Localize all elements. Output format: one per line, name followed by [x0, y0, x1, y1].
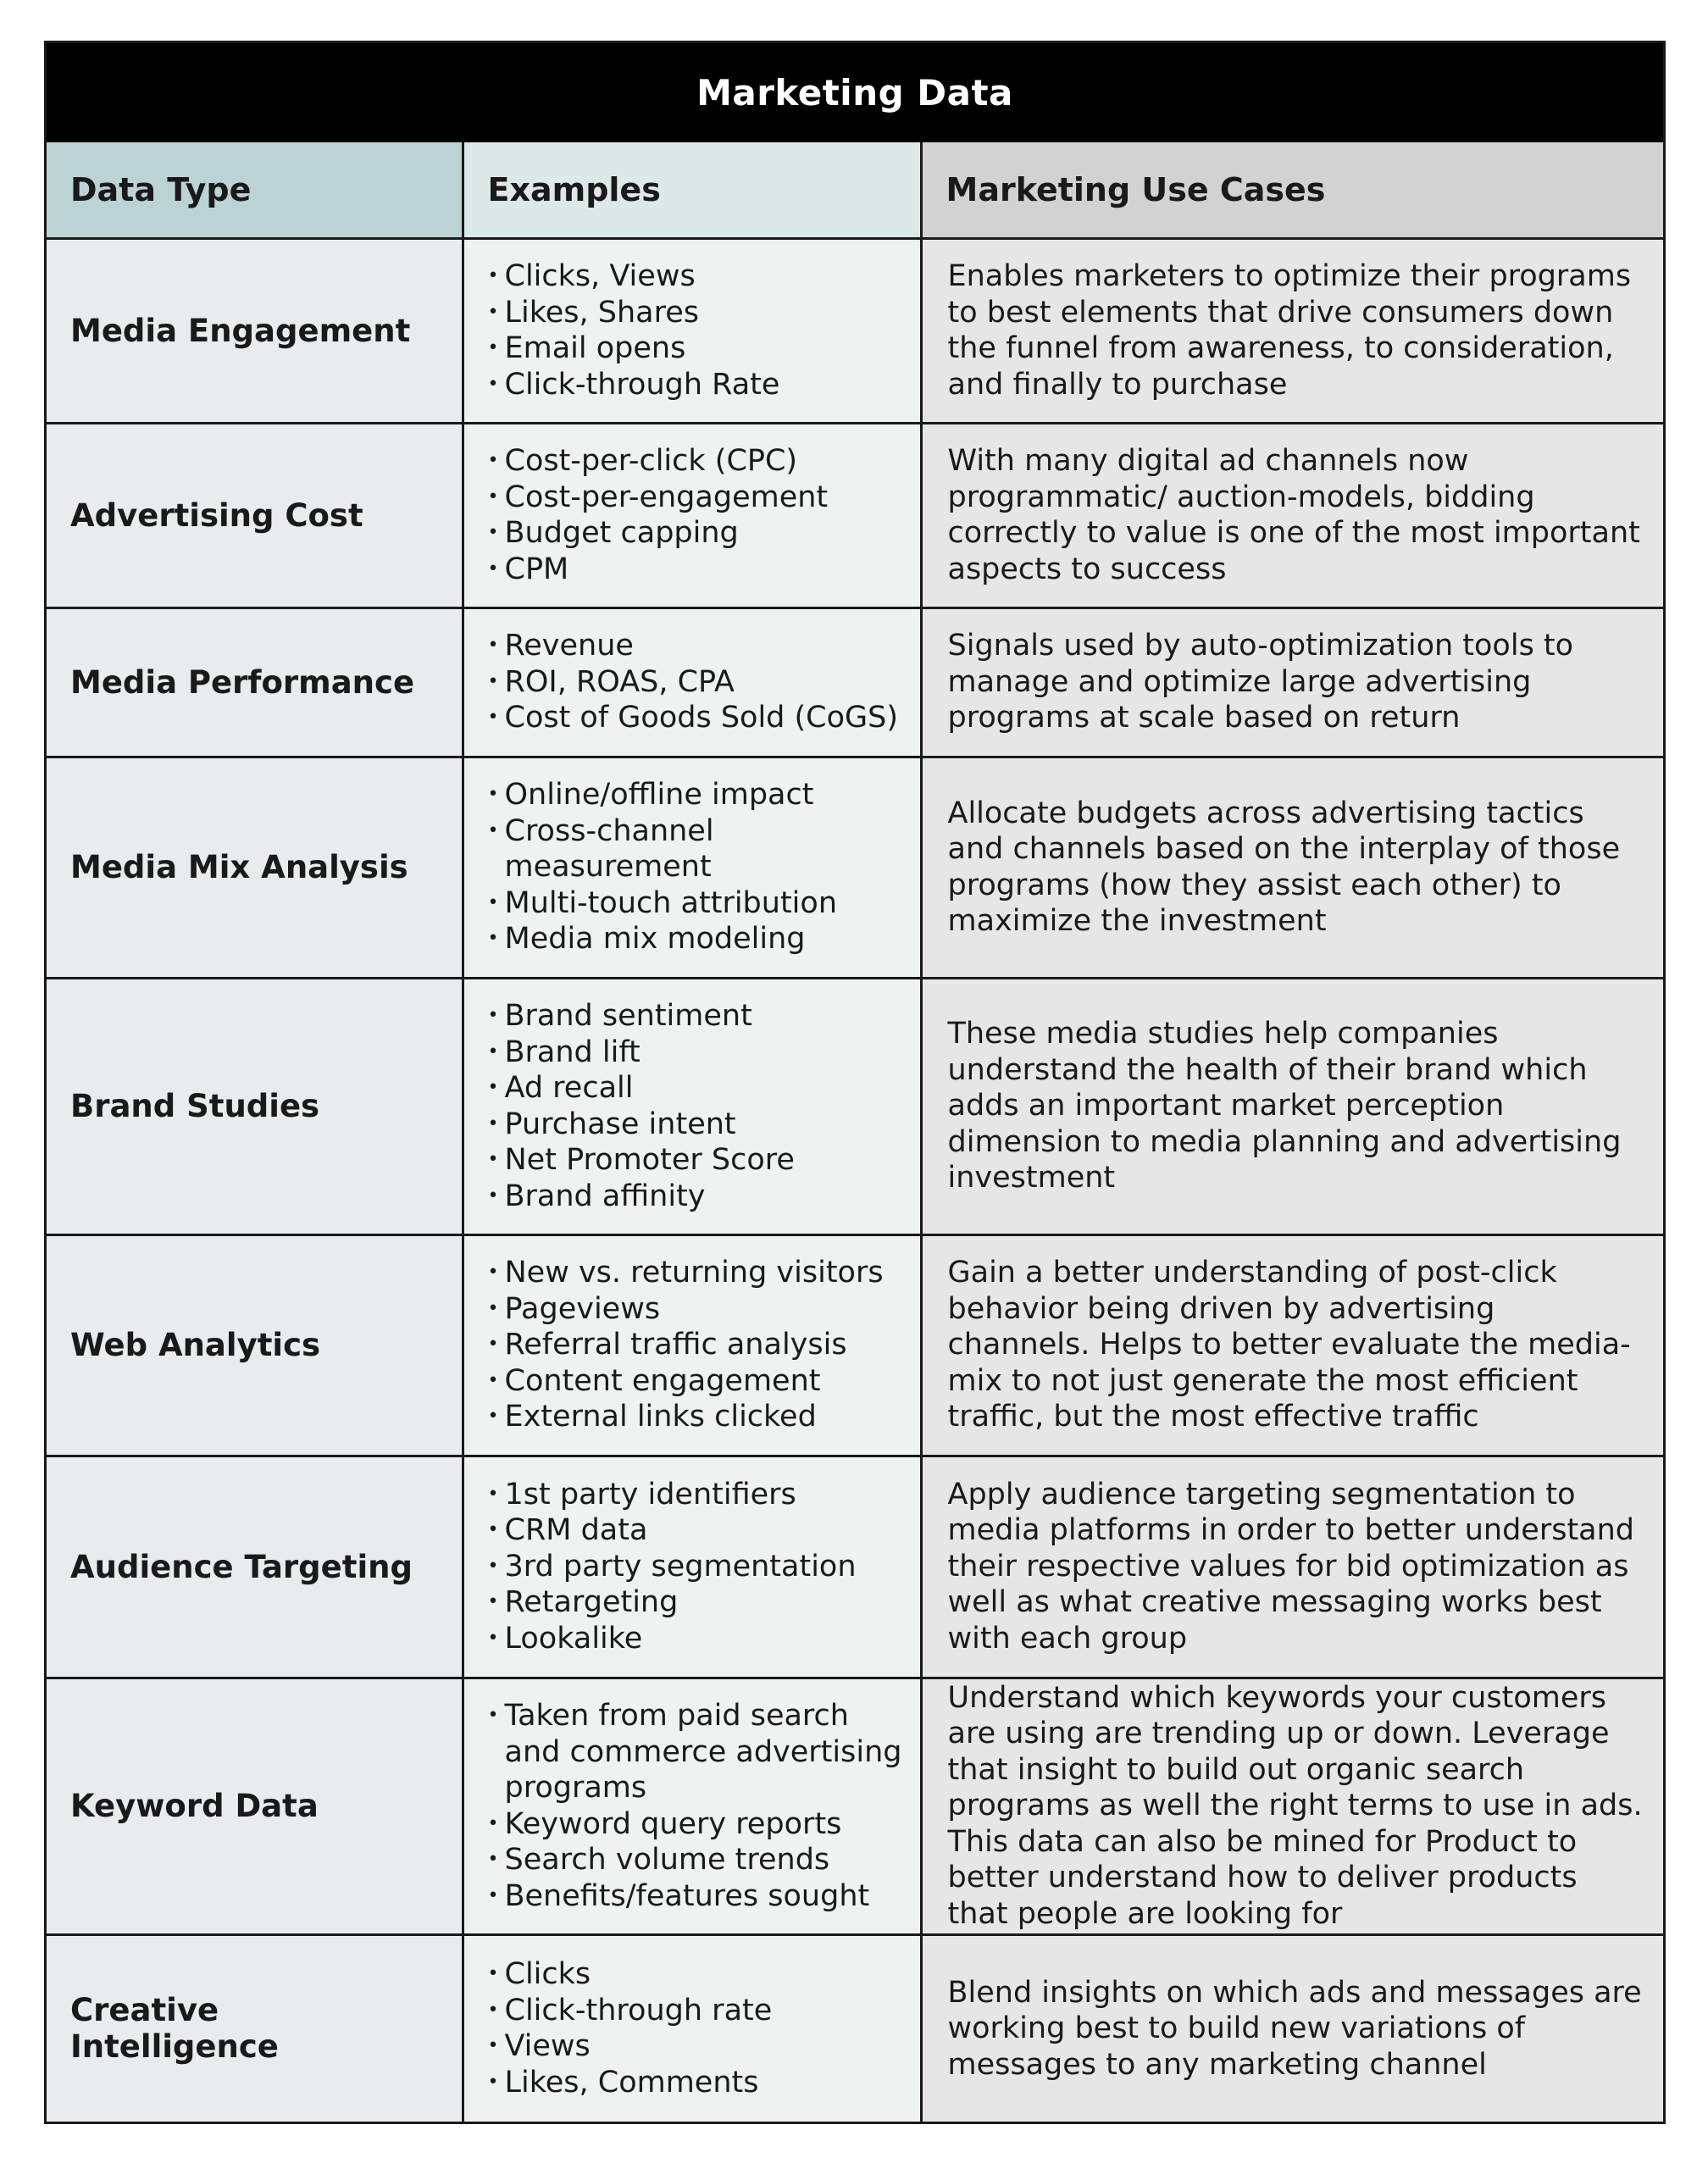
use-case-cell: Signals used by auto-optimization tools to manage and optimize large advertising programs at scale based on return	[921, 607, 1663, 757]
example-item: • External links clicked	[488, 1399, 903, 1435]
example-item: • Ad recall	[488, 1070, 903, 1107]
table-row	[47, 238, 1663, 423]
example-item: • Benefits/features sought	[488, 1878, 903, 1915]
example-item: • Likes, Comments	[488, 2065, 903, 2101]
example-item: • Click-through Rate	[488, 367, 903, 403]
example-item: • Email opens	[488, 330, 903, 367]
example-item: • New vs. returning visitors	[488, 1255, 903, 1291]
data-type-cell: Media Mix Analysis	[47, 757, 463, 978]
example-item: • Multi-touch attribution	[488, 885, 903, 922]
example-item: • Taken from paid search and commerce advertising programs	[488, 1698, 903, 1806]
example-item: • Media mix modeling	[488, 921, 903, 957]
use-case-cell: With many digital ad channels now programmatic/ auction-models, bidding correctly to value is one of the most important aspects to success	[921, 423, 1663, 607]
header-examples: Examples	[463, 142, 921, 238]
table-title: Marketing Data	[47, 43, 1663, 142]
data-type-cell: Brand Studies	[47, 978, 463, 1234]
examples-cell	[463, 1678, 921, 1934]
data-type-cell: Media Performance	[47, 607, 463, 757]
data-grid	[47, 142, 1663, 2122]
table-row	[47, 1456, 1663, 1678]
example-item: • Cost-per-engagement	[488, 480, 903, 516]
examples-cell	[463, 238, 921, 423]
example-item: • ROI, ROAS, CPA	[488, 664, 903, 701]
use-case-cell: Allocate budgets across advertising tactics and channels based on the interplay of those programs (how they assist each other) to maximize the investment	[921, 757, 1663, 978]
examples-list	[488, 1477, 903, 1657]
examples-cell	[463, 1234, 921, 1456]
table-row	[47, 978, 1663, 1234]
example-item: • Brand affinity	[488, 1179, 903, 1215]
use-case-cell: Apply audience targeting segmentation to media platforms in order to better understand their respective values for bid optimization as well as what creative messaging works best with each group	[921, 1456, 1663, 1678]
table-row	[47, 1934, 1663, 2122]
example-item: • Keyword query reports	[488, 1806, 903, 1843]
example-item: • Pageviews	[488, 1291, 903, 1328]
example-item: • Cost-per-click (CPC)	[488, 443, 903, 480]
examples-list	[488, 628, 903, 736]
example-item: • Search volume trends	[488, 1842, 903, 1878]
data-type-cell: Creative Intelligence	[47, 1934, 463, 2122]
example-item: • 3rd party segmentation	[488, 1549, 903, 1585]
header-data-type: Data Type	[47, 142, 463, 238]
examples-list	[488, 777, 903, 957]
examples-cell	[463, 1456, 921, 1678]
use-case-cell: Gain a better understanding of post-click behavior being driven by advertising channels. Helps to better evaluate the media-mix to not just generate the most efficient traffic, but the most effective traffic	[921, 1234, 1663, 1456]
examples-cell	[463, 423, 921, 607]
example-item: • Budget capping	[488, 515, 903, 552]
example-item: • Cost of Goods Sold (CoGS)	[488, 700, 903, 736]
table-row	[47, 1234, 1663, 1456]
example-item: • Purchase intent	[488, 1107, 903, 1143]
examples-cell	[463, 978, 921, 1234]
example-item: • Likes, Shares	[488, 295, 903, 331]
marketing-data-table	[44, 41, 1666, 2124]
examples-list	[488, 443, 903, 587]
example-item: • Clicks	[488, 1956, 903, 1993]
data-type-cell: Web Analytics	[47, 1234, 463, 1456]
example-item: • CRM data	[488, 1512, 903, 1549]
example-item: • Online/offline impact	[488, 777, 903, 813]
example-item: • Retargeting	[488, 1584, 903, 1621]
examples-list	[488, 1698, 903, 1914]
table-row	[47, 423, 1663, 607]
example-item: • Net Promoter Score	[488, 1142, 903, 1179]
example-item: • Brand sentiment	[488, 998, 903, 1035]
use-case-cell: Understand which keywords your customers are using are trending up or down. Leverage that insight to build out organic search programs as well the right terms to use in ads. This data can also be mined for Product to better understand how to deliver products that people are looking for	[921, 1678, 1663, 1934]
example-item: • Views	[488, 2028, 903, 2065]
example-item: • Referral traffic analysis	[488, 1327, 903, 1363]
example-item: • Cross-channel measurement	[488, 813, 903, 885]
examples-cell	[463, 757, 921, 978]
header-row	[47, 142, 1663, 238]
use-case-cell: These media studies help companies understand the health of their brand which adds an important market perception dimension to media planning and advertising investment	[921, 978, 1663, 1234]
data-type-cell: Keyword Data	[47, 1678, 463, 1934]
header-use-cases: Marketing Use Cases	[921, 142, 1663, 238]
data-type-cell: Media Engagement	[47, 238, 463, 423]
examples-list	[488, 1255, 903, 1435]
example-item: • Clicks, Views	[488, 258, 903, 295]
example-item: • Click-through rate	[488, 1993, 903, 2029]
examples-list	[488, 258, 903, 402]
table-row	[47, 607, 1663, 757]
table-row	[47, 757, 1663, 978]
example-item: • Content engagement	[488, 1363, 903, 1400]
examples-list	[488, 998, 903, 1214]
example-item: • Revenue	[488, 628, 903, 664]
data-type-cell: Advertising Cost	[47, 423, 463, 607]
examples-cell	[463, 1934, 921, 2122]
data-type-cell: Audience Targeting	[47, 1456, 463, 1678]
example-item: • CPM	[488, 552, 903, 588]
example-item: • Lookalike	[488, 1621, 903, 1657]
example-item: • Brand lift	[488, 1035, 903, 1071]
use-case-cell: Blend insights on which ads and messages are working best to build new variations of messages to any marketing channel	[921, 1934, 1663, 2122]
examples-cell	[463, 607, 921, 757]
table-row	[47, 1678, 1663, 1934]
use-case-cell: Enables marketers to optimize their programs to best elements that drive consumers down the funnel from awareness, to consideration, and finally to purchase	[921, 238, 1663, 423]
example-item: • 1st party identifiers	[488, 1477, 903, 1513]
examples-list	[488, 1956, 903, 2100]
